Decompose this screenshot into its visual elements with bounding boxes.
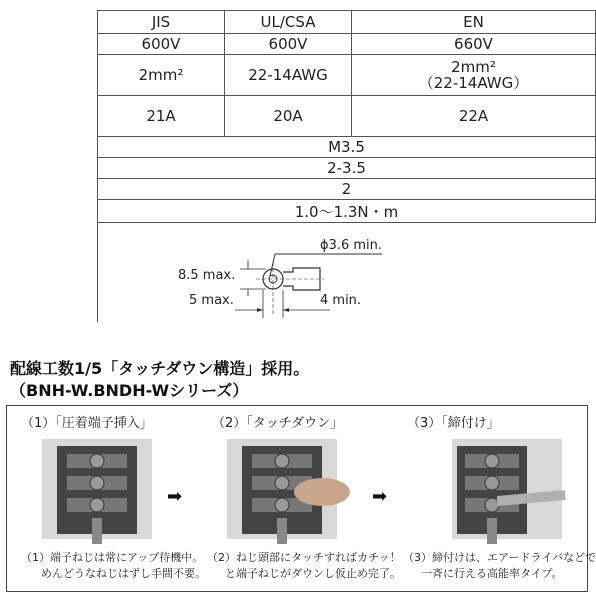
feature-heading: 配線工数1/5「タッチダウン構造」採用。 <box>10 359 310 378</box>
arrow-icon-2: ➡ <box>372 486 388 507</box>
header-jis: JIS <box>98 11 225 34</box>
terminal-size: 2-3.5 <box>98 158 596 179</box>
wire-ul: 22-14AWG <box>225 55 352 96</box>
step1-caption-line1: （1）端子ねじは常にアップ待機中。 <box>21 551 204 564</box>
arrow-icon-1: ➡ <box>167 486 183 507</box>
wire-en-line2: （22-14AWG） <box>418 74 529 92</box>
torque-value: 1.0〜1.3N・m <box>98 200 596 223</box>
step2-caption-line1: （2）ねじ頭部にタッチすればカチッ！ <box>207 551 401 564</box>
step3-title: （3）「締付け」 <box>407 416 500 431</box>
wire-en-line1: 2mm² <box>451 58 496 76</box>
series-heading: （BNH-W.BNDH-Wシリーズ） <box>10 381 249 400</box>
left-length-label: 5 max. <box>189 293 234 308</box>
header-en: EN <box>352 11 596 34</box>
right-length-label: 4 min. <box>320 293 362 308</box>
voltage-en: 660V <box>352 34 596 55</box>
voltage-jis: 600V <box>98 34 225 55</box>
diameter-label: ϕ3.6 min. <box>320 238 383 253</box>
step1-terminal-photo <box>37 434 157 544</box>
screw-size: M3.5 <box>98 137 596 158</box>
terminal-count: 2 <box>98 179 596 200</box>
steps-panel <box>6 405 596 592</box>
header-ulcsa: UL/CSA <box>225 11 352 34</box>
voltage-ul: 600V <box>225 34 352 55</box>
current-jis: 21A <box>98 96 225 137</box>
wire-en <box>352 55 596 96</box>
step3-caption-line2: 一斉に行える高能率タイプ。 <box>421 567 563 580</box>
step2-caption-line2: と端子ねじがダウンし仮止め完了。 <box>225 567 401 580</box>
step2-title: （2）「タッチダウン」 <box>212 416 344 431</box>
step3-terminal-photo <box>447 434 567 544</box>
table-left-border-ext <box>97 300 98 322</box>
height-label: 8.5 max. <box>178 268 236 283</box>
wire-jis: 2mm² <box>98 55 225 96</box>
step1-caption-line2: めんどうなねじはずし手間不要。 <box>41 567 206 580</box>
step2-terminal-photo <box>222 434 352 544</box>
step3-caption-line1: （3）締付けは、エアードライバなどで <box>403 551 596 564</box>
current-ul: 20A <box>225 96 352 137</box>
current-en: 22A <box>352 96 596 137</box>
step1-title: （1）「圧着端子挿入」 <box>21 416 153 431</box>
